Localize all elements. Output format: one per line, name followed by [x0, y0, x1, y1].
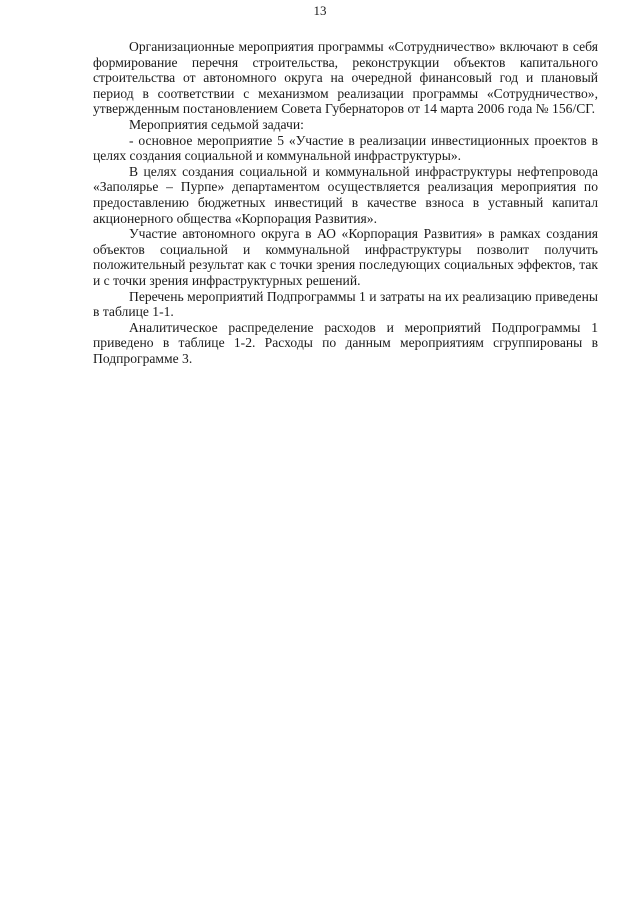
page-number: 13	[313, 3, 327, 18]
paragraph-corporation-participation: Участие автономного округа в АО «Корпорация Развития» в рамках создания объектов социальной и коммунальной инфраструктуры позволит получить положительный результат как с точки зрения последующих социальных эффектов, так и с точки зрения инфраструктурных решений.	[93, 226, 598, 288]
paragraph-seventh-task-heading: Мероприятия седьмой задачи:	[129, 116, 304, 132]
paragraph-table-1-1-reference: Перечень мероприятий Подпрограммы 1 и затраты на их реализацию приведены в таблице 1-1.	[93, 288, 598, 320]
document-body	[93, 39, 598, 366]
paragraph-table-1-2-reference: Аналитическое распределение расходов и мероприятий Подпрограммы 1 приведено в таблице 1-2. Расходы по данным мероприятиям сгруппированы в Подпрограмме 3.	[93, 319, 598, 366]
paragraph-budget-investments: В целях создания социальной и коммунальной инфраструктуры нефтепровода «Заполярье – Пурпе» департаментом осуществляется реализация мероприятия по предоставлению бюджетных инвестиций в качестве взноса в уставный капитал акционерного общества «Корпорация Развития».	[93, 163, 598, 226]
paragraph-main-measure-5: - основное мероприятие 5 «Участие в реализации инвестиционных проектов в целях создания социальной и коммунальной инфраструктуры».	[93, 132, 598, 164]
paragraph-organizational-measures: Организационные мероприятия программы «Сотрудничество» включают в себя формирование перечня строительства, реконструкции объектов капитального строительства от автономного округа на очередной финансовый год и плановый период в соответствии с механизмом реализации программы «Сотрудничество», утвержденным постановлением Совета Губернаторов от 14 марта 2006 года № 156/СГ.	[93, 39, 598, 117]
